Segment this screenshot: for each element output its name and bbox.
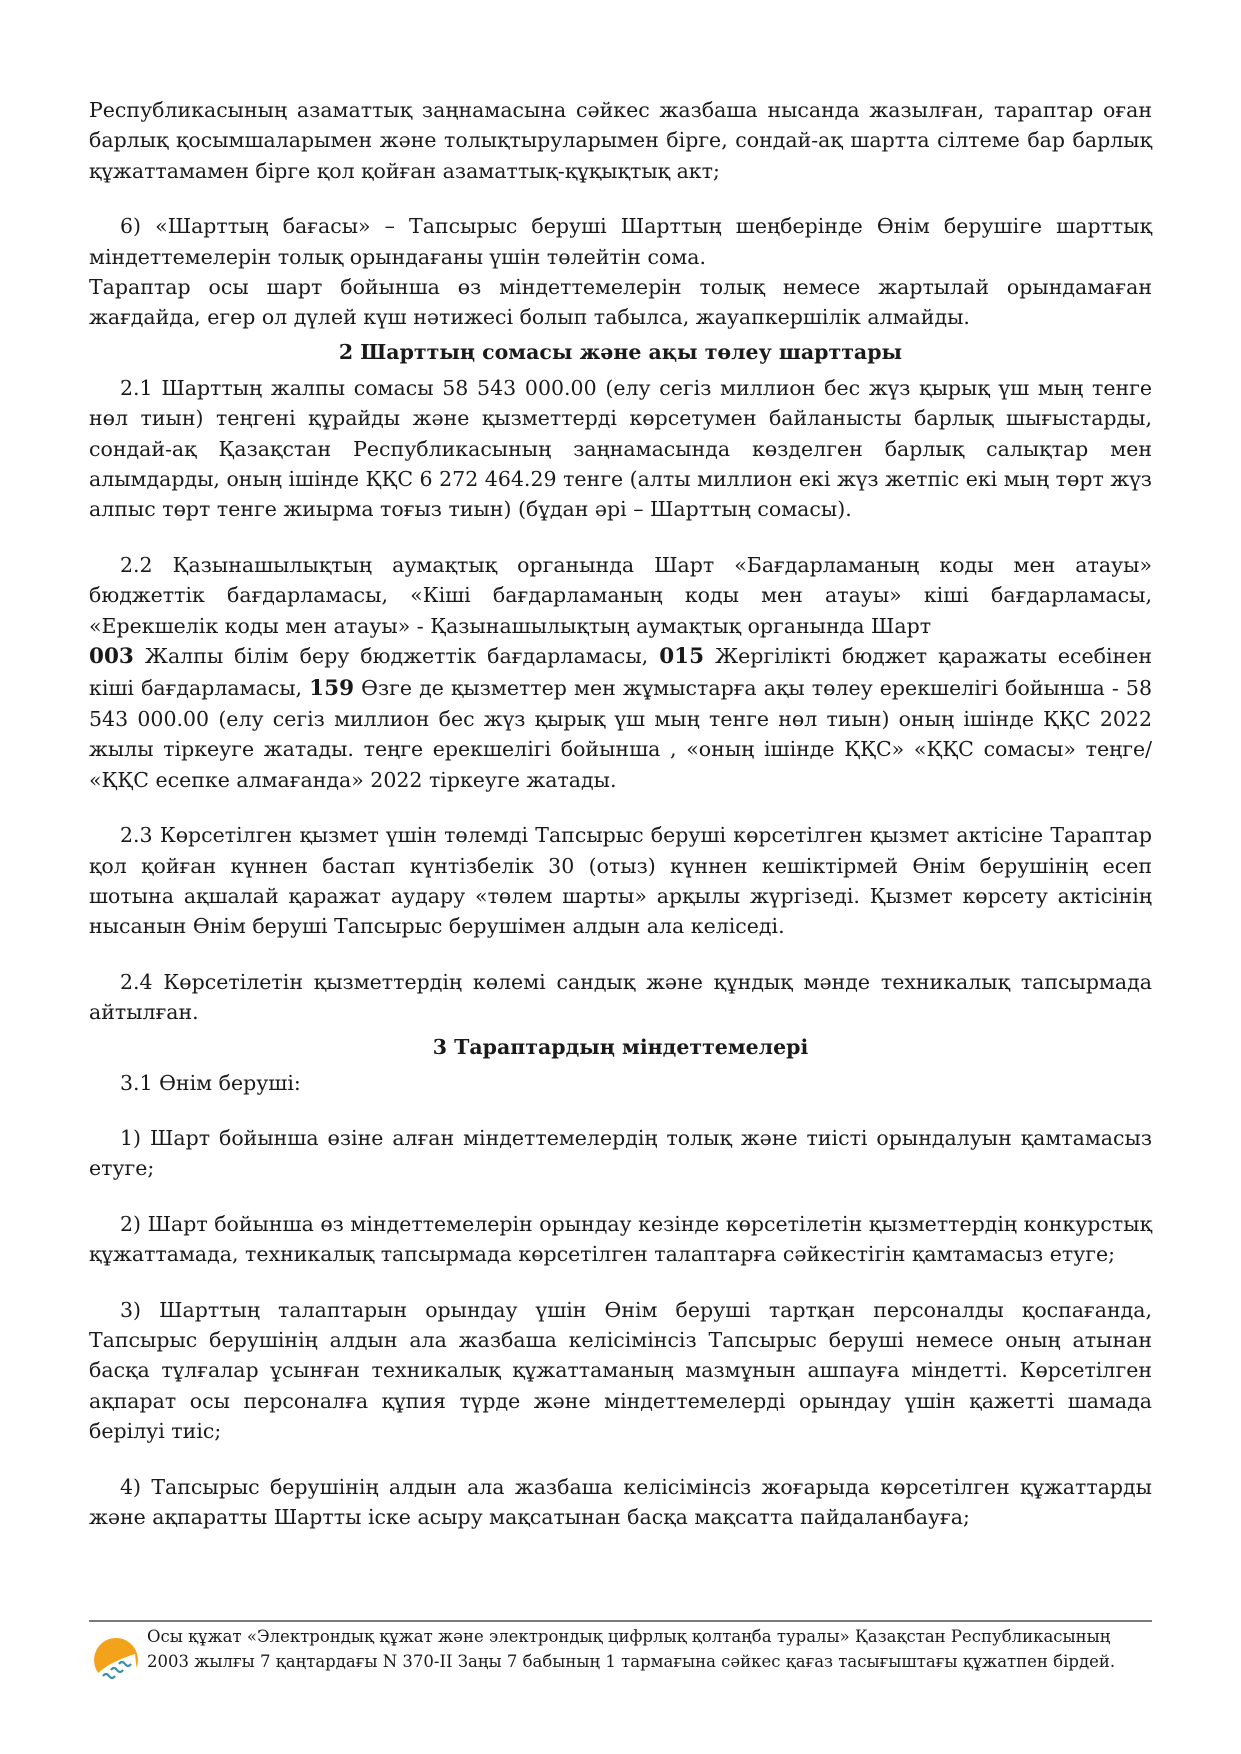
footer	[89, 1624, 1152, 1690]
obligation-item: 1) Шарт бойынша өзіне алған міндеттемелердің толық және тиісті орындалуын қамтамасыз етуге;	[89, 1125, 1152, 1181]
subprogram-code: 015	[659, 644, 705, 670]
budget-program-code: 003	[89, 644, 134, 670]
section-2-heading: 2 Шарттың сомасы және ақы төлеу шарттары	[338, 339, 903, 364]
egov-sun-logo-icon	[89, 1632, 139, 1690]
obligation-item: 2) Шарт бойынша өз міндеттемелерін орындау кезінде көрсетілетін қызметтердің конкурстық құжаттамада, техникалық тапсырмада көрсетілген талаптарға сәйкестігін қамтамасыз етуге;	[89, 1211, 1152, 1267]
footer-divider	[89, 1620, 1152, 1622]
obligation-item: 4) Тапсырыс берушінің алдын ала жазбаша келісімінсіз жоғарыда көрсетілген құжаттарды және ақпаратты Шартты іске асыру мақсатынан басқа мақсатта пайдаланбауға;	[89, 1474, 1152, 1530]
force-majeure-paragraph: Тараптар осы шарт бойынша өз міндеттемелерін толық немесе жартылай орындамаған жағдайда, егер ол дүлей күш нәтижесі болып табылса, жауапкершілік алмайды.	[89, 275, 1152, 330]
clause-2-2	[89, 550, 1152, 795]
clause-2-4: 2.4 Көрсетілетін қызметтердің көлемі сандық және құндық мәнде техникалық тапсырмада айтылған.	[89, 969, 1152, 1025]
specific-code: 159	[309, 675, 355, 701]
clause-2-3: 2.3 Көрсетілген қызмет үшін төлемді Тапсырыс беруші көрсетілген қызмет актісіне Тараптар қол қойған күннен бастап күнтізбелік 30 (отыз) күннен кешіктірмей Өнім берушінің есеп шотына ақшалай қаражат аудару «төлем шарты» арқылы жүргізеді. Қызмет көрсету актісінің нысанын Өнім беруші Тапсырыс берушімен алдын ала келіседі.	[89, 823, 1152, 939]
section-3-heading: 3 Тараптардың міндеттемелері	[432, 1034, 809, 1059]
clause-2-1: 2.1 Шарттың жалпы сомасы 58 543 000.00 (елу сегіз миллион бес жүз қырық үш мың тенге нөл тиын) теңгені құрайды және қызметтерді көрсетумен байланысты барлық шығыстарды, сондай-ақ Қазақстан Республикасының заңнамасында көзделген барлық салықтар мен алымдарды, оның ішінде ҚҚС 6 272 464.29 тенге (алты миллион екі жүз жетпіс екі мың төрт жүз алпыс төрт тенге жиырма тоғыз тиын) (бұдан әрі – Шарттың сомасы).	[89, 375, 1152, 522]
item-6-paragraph: 6) «Шарттың бағасы» – Тапсырыс беруші Шарттың шеңберінде Өнім берушіге шарттық міндеттемелерін толық орындағаны үшін төлейтін сома.	[89, 214, 1152, 269]
footer-legal-note: Осы құжат «Электрондық құжат және электрондық цифрлық қолтаңба туралы» Қазақстан Республикасының 2003 жылғы 7 қаңтардағы N 370-II Заңы 7 бабының 1 тармағына сәйкес қағаз тасығыштағы құжатпен бірдей.	[147, 1627, 1116, 1671]
clause-3-1: 3.1 Өнім беруші:	[120, 1070, 301, 1095]
clause-2-2-text3: Өзге де қызметтер мен жұмыстарға ақы төлеу ерекшелігі бойынша - 58 543 000.00 (елу сегіз миллион бес жүз қырық үш мың тенге нөл тиын) оның ішінде ҚҚС 2022 жылы тіркеуге жатады. теңге ерекшелігі бойынша , «оның ішінде ҚҚС» «ҚҚС сомасы» теңге/ «ҚҚС есепке алмағанда» 2022 тіркеуге жатады.	[89, 675, 1152, 792]
clause-2-2-text2: Жергілікті бюджет қаражаты есебінен кіші бағдарламасы,	[89, 644, 1152, 700]
document-page	[89, 95, 1152, 1532]
obligation-item: 3) Шарттың талаптарын орындау үшін Өнім беруші тартқан персоналды қоспағанда, Тапсырыс берушінің алдын ала жазбаша келісімінсіз Тапсырыс беруші немесе оның атынан басқа тұлғалар ұсынған техникалық құжаттаманың мазмұнын ашпауға міндетті. Көрсетілген ақпарат осы персоналға құпия түрде және міндеттемелерді орындау үшін қажетті шамада берілуі тиіс;	[89, 1297, 1152, 1444]
intro-paragraph: Республикасының азаматтық заңнамасына сәйкес жазбаша нысанда жазылған, тараптар оған барлық қосымшаларымен және толықтыруларымен бірге, сондай-ақ шартта сілтеме бар барлық құжаттамамен бірге қол қойған азаматтық-құқықтық акт;	[89, 98, 1152, 183]
clause-2-2-text1: Жалпы білім беру бюджеттік бағдарламасы,	[133, 644, 660, 669]
clause-2-2-intro: 2.2 Қазынашылықтың аумақтық органында Шарт «Бағдарламаның коды мен атауы» бюджеттік бағдарламасы, «Кіші бағдарламаның коды мен атауы» кіші бағдарламасы, «Ерекшелік коды мен атауы» - Қазынашылықтың аумақтық органында Шарт	[89, 552, 1152, 638]
